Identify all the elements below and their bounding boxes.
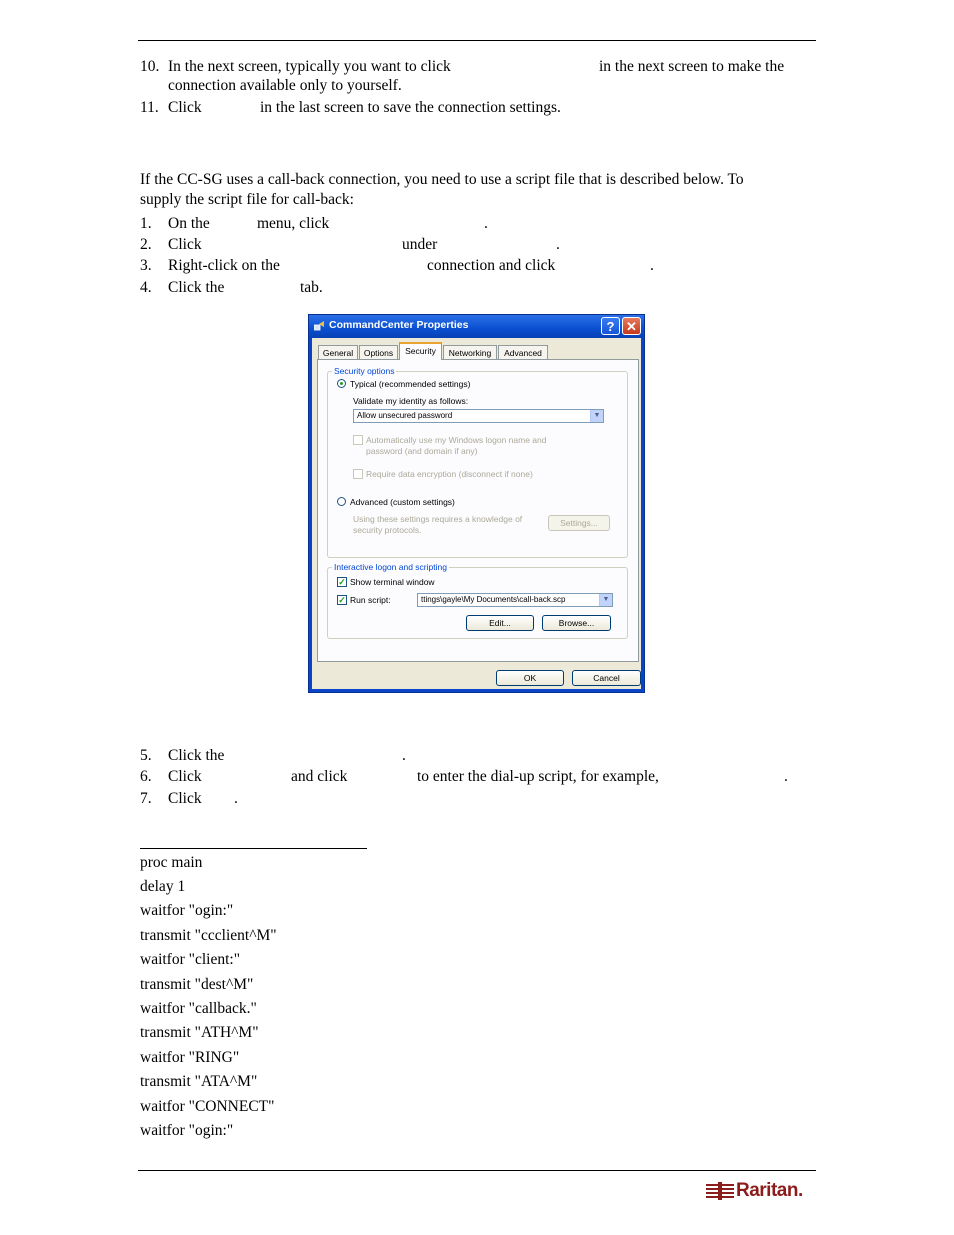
dialog-titlebar — [309, 315, 644, 338]
step-text: Click — [168, 236, 202, 253]
step-text: In the next screen, typically you want to click — [168, 58, 451, 75]
step-text: connection and click — [427, 257, 556, 274]
require-encryption-checkbox[interactable] — [353, 469, 363, 479]
step-number: 3. — [140, 257, 152, 274]
connection-icon — [314, 321, 325, 331]
step-text: . — [650, 257, 654, 274]
browse-button[interactable]: Browse... — [542, 615, 611, 631]
step-text: Right-click on the — [168, 257, 280, 274]
step-text: under — [402, 236, 438, 253]
security-options-label: Security options — [334, 366, 395, 376]
help-icon[interactable]: ? — [601, 317, 620, 335]
step-number: 1. — [140, 215, 152, 232]
step-number: 7. — [140, 790, 152, 807]
close-icon[interactable]: ✕ — [622, 317, 641, 335]
tab-networking[interactable]: Networking — [443, 345, 497, 359]
cancel-button[interactable]: Cancel — [572, 670, 641, 686]
script-line: waitfor "ogin:" — [140, 1122, 234, 1139]
step-text: connection available only to yourself. — [168, 77, 402, 94]
interactive-logon-label: Interactive logon and scripting — [334, 562, 447, 572]
chevron-down-icon[interactable]: ▼ — [599, 594, 612, 606]
step-text: and click — [291, 768, 348, 785]
advanced-radio[interactable] — [337, 497, 346, 506]
script-line: transmit "ATH^M" — [140, 1024, 259, 1041]
raritan-logo-text: Raritan. — [736, 1180, 803, 1201]
step-text: On the — [168, 215, 210, 232]
step-text: to enter the dial-up script, for example, — [417, 768, 659, 785]
step-text: Click — [168, 790, 202, 807]
raritan-logo — [706, 1180, 812, 1202]
validate-value: Allow unsecured password — [357, 411, 453, 420]
raritan-logo-icon — [706, 1182, 734, 1200]
tab-general[interactable]: General — [318, 345, 358, 359]
step-number: 5. — [140, 747, 152, 764]
step-text: . — [484, 215, 488, 232]
script-line: waitfor "client:" — [140, 951, 241, 968]
settings-button[interactable]: Settings... — [548, 515, 610, 531]
run-script-checkbox[interactable]: ✓ — [338, 595, 346, 605]
script-path-select[interactable] — [417, 593, 613, 607]
chevron-down-icon[interactable]: ▼ — [590, 410, 603, 422]
script-line: transmit "ATA^M" — [140, 1073, 258, 1090]
script-line: waitfor "RING" — [140, 1049, 240, 1066]
typical-radio[interactable] — [337, 379, 346, 388]
auto-logon-label: Automatically use my Windows logon name and — [366, 435, 547, 445]
auto-logon-checkbox[interactable] — [353, 435, 363, 445]
step-text: Click the — [168, 747, 225, 764]
step-text: tab. — [300, 279, 323, 296]
tab-advanced[interactable]: Advanced — [498, 345, 548, 359]
step-text: Click — [168, 99, 202, 116]
tab-security[interactable]: Security — [399, 342, 442, 360]
script-line: transmit "ccclient^M" — [140, 927, 277, 944]
header-rule — [138, 40, 816, 41]
advanced-label: Advanced (custom settings) — [350, 497, 455, 507]
security-panel — [317, 359, 639, 662]
edit-button[interactable]: Edit... — [466, 615, 534, 631]
step-text: . — [556, 236, 560, 253]
require-encryption-label: Require data encryption (disconnect if none) — [366, 469, 533, 479]
step-text: . — [784, 768, 788, 785]
dialog-client — [312, 338, 641, 689]
dialog-title: CommandCenter Properties — [329, 319, 469, 331]
script-path-value: ttings\gayle\My Documents\call-back.scp — [421, 595, 566, 604]
script-line: waitfor "callback." — [140, 1000, 257, 1017]
step-number: 4. — [140, 279, 152, 296]
script-rule — [140, 848, 367, 849]
advanced-note: Using these settings requires a knowledge of — [353, 514, 523, 524]
script-line: waitfor "ogin:" — [140, 902, 234, 919]
footer-rule — [138, 1170, 816, 1171]
step-number: 2. — [140, 236, 152, 253]
intro-paragraph: If the CC-SG uses a call-back connection, you need to use a script file that is described below. To — [140, 171, 744, 188]
script-line: delay 1 — [140, 878, 186, 895]
step-text: in the next screen to make the — [599, 58, 785, 75]
auto-logon-label-2: password (and domain if any) — [366, 446, 478, 456]
validate-select[interactable] — [353, 409, 604, 423]
typical-label: Typical (recommended settings) — [350, 379, 471, 389]
step-text: in the last screen to save the connection settings. — [260, 99, 561, 116]
step-text: . — [234, 790, 238, 807]
ok-button[interactable]: OK — [496, 670, 564, 686]
step-number: 11. — [140, 99, 159, 116]
script-line: waitfor "CONNECT" — [140, 1098, 275, 1115]
validate-label: Validate my identity as follows: — [353, 396, 469, 406]
step-number: 6. — [140, 768, 152, 785]
step-number: 10. — [140, 58, 160, 75]
script-line: transmit "dest^M" — [140, 976, 254, 993]
show-terminal-checkbox[interactable]: ✓ — [338, 577, 346, 587]
script-line: proc main — [140, 854, 203, 871]
tab-options[interactable]: Options — [359, 345, 398, 359]
intro-paragraph: supply the script file for call-back: — [140, 191, 354, 208]
advanced-note-2: security protocols. — [353, 525, 422, 535]
run-script-label: Run script: — [350, 595, 391, 605]
step-text: menu, click — [257, 215, 330, 232]
step-text: . — [402, 747, 406, 764]
show-terminal-label: Show terminal window — [350, 577, 435, 587]
properties-dialog — [308, 314, 645, 693]
step-text: Click — [168, 768, 202, 785]
step-text: Click the — [168, 279, 225, 296]
